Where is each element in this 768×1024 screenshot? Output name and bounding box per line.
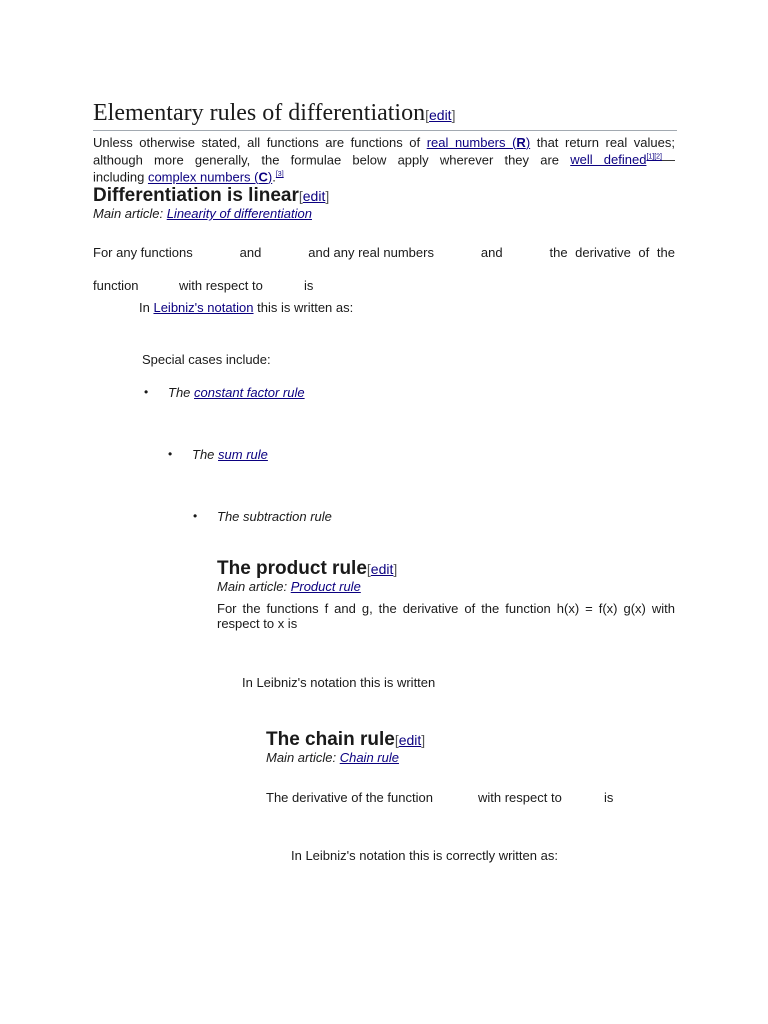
linear-text-2: and <box>239 245 262 260</box>
linear-sentence-line-2-a <box>93 278 139 293</box>
linear-text-3: and any real numbers <box>308 245 434 260</box>
edit-wrapper-chain: [edit] <box>394 732 426 748</box>
constant-factor-rule-link[interactable]: constant factor rule <box>194 385 305 400</box>
bullet-dot-1: • <box>144 385 149 399</box>
page-title <box>93 100 677 131</box>
special-cases-label: Special cases include: <box>142 352 271 367</box>
linearity-link[interactable]: Linearity of differentiation <box>166 206 312 221</box>
page-title-text: Elementary rules of differentiation <box>93 100 426 126</box>
chain-text-b <box>478 790 562 805</box>
leibniz-notation-link[interactable]: Leibniz's notation <box>153 300 254 315</box>
chain-leibniz-text: In Leibniz's notation this is correctly written as: <box>291 848 558 863</box>
bullet-constant-factor <box>144 385 305 400</box>
linear-text-1: For any functions <box>93 245 193 260</box>
bullet1-prefix: The <box>168 385 191 400</box>
section-linear-title: Differentiation is linear <box>93 185 299 206</box>
complex-link-text: complex numbers ( <box>147 169 259 185</box>
product-rule-link[interactable]: Product rule <box>290 579 361 594</box>
chain-text-1: The derivative of the function <box>266 790 433 805</box>
bullet2-prefix: The <box>192 447 215 462</box>
intro-period: . <box>272 169 276 185</box>
product-line-1 <box>217 601 675 616</box>
intro-line-1 <box>93 135 675 150</box>
real-numbers-link-text: real numbers ( <box>426 135 517 150</box>
well-defined-link[interactable]: well defined <box>570 152 647 168</box>
linear-sentence-line-2-b <box>179 278 263 293</box>
linear-sentence-line-1 <box>93 245 675 260</box>
linear-text-8: is <box>304 278 314 293</box>
section-chain-heading <box>266 729 425 751</box>
linear-text-7: with respect to <box>179 278 263 293</box>
chain-text-c <box>604 790 613 805</box>
edit-link-product[interactable]: edit <box>370 561 394 577</box>
main-article-prefix-chain: Main article: <box>266 750 337 765</box>
intro-text-4: including <box>93 169 145 185</box>
chain-leibniz-line <box>291 848 558 863</box>
product-paragraph <box>217 601 675 631</box>
real-numbers-link[interactable] <box>427 135 530 150</box>
edit-link-main[interactable]: edit <box>429 107 452 123</box>
intro-text-1: Unless otherwise stated, all functions are functions of <box>93 135 421 150</box>
intro-paragraph <box>93 135 675 185</box>
real-numbers-link-close: ) <box>525 135 531 150</box>
leibniz-prefix: In <box>139 300 150 315</box>
sum-rule-link[interactable]: sum rule <box>218 447 268 462</box>
intro-line-3 <box>93 167 675 184</box>
product-leibniz-text: In Leibniz's notation this is written <box>242 675 436 690</box>
section-linear-heading <box>93 185 329 207</box>
edit-wrapper-product: [edit] <box>366 561 398 577</box>
product-text-2: respect to x is <box>217 616 298 631</box>
real-symbol: R <box>516 135 526 150</box>
main-article-chain <box>266 750 399 766</box>
bullet-dot-3: • <box>193 509 198 523</box>
special-cases-text <box>142 352 271 367</box>
complex-numbers-link[interactable] <box>148 170 272 185</box>
bullet-dot-2: • <box>168 447 173 461</box>
edit-wrapper-linear: [edit] <box>298 188 330 204</box>
leibniz-suffix: this is written as: <box>257 300 354 315</box>
ref-1-2[interactable]: [1][2] <box>646 154 663 161</box>
section-product-title: The product rule <box>217 558 367 579</box>
intro-line-2 <box>93 150 675 167</box>
bullet3-text: The subtraction rule <box>217 509 332 524</box>
linear-text-6: function <box>93 278 139 293</box>
chain-rule-link[interactable]: Chain rule <box>339 750 399 765</box>
bullet-subtraction-rule <box>193 509 332 524</box>
complex-link-close: ) <box>267 169 273 185</box>
product-leibniz-line <box>242 675 435 690</box>
linear-text-4: and <box>480 245 503 260</box>
main-article-prefix-product: Main article: <box>217 579 288 594</box>
edit-link-chain[interactable]: edit <box>398 732 422 748</box>
main-article-linear <box>93 206 312 222</box>
ref-3[interactable]: [3] <box>275 171 284 179</box>
complex-symbol: C <box>258 169 268 185</box>
product-text-1: For the functions f and g, the derivative of the function h(x) = f(x) g(x) with <box>217 601 675 616</box>
intro-text-3: although more generally, the formulae below apply wherever they are <box>93 152 560 168</box>
linear-sentence-line-2-c <box>304 278 313 293</box>
chain-text-2: with respect to <box>478 790 562 805</box>
linear-text-5: the derivative of the <box>549 245 675 260</box>
linear-leibniz-line <box>139 300 353 315</box>
edit-section-link-wrapper: [edit] <box>425 107 456 123</box>
product-line-2 <box>217 616 675 631</box>
main-article-prefix: Main article: <box>93 206 164 221</box>
intro-text-2: that return real values; <box>536 135 675 150</box>
main-article-product <box>217 579 361 595</box>
em-dash: — <box>662 152 676 168</box>
section-chain-title: The chain rule <box>266 729 395 750</box>
section-product-heading <box>217 558 397 580</box>
chain-text-a <box>266 790 433 805</box>
chain-text-3: is <box>604 790 614 805</box>
bullet-sum-rule <box>168 447 268 462</box>
edit-link-linear[interactable]: edit <box>302 188 326 204</box>
